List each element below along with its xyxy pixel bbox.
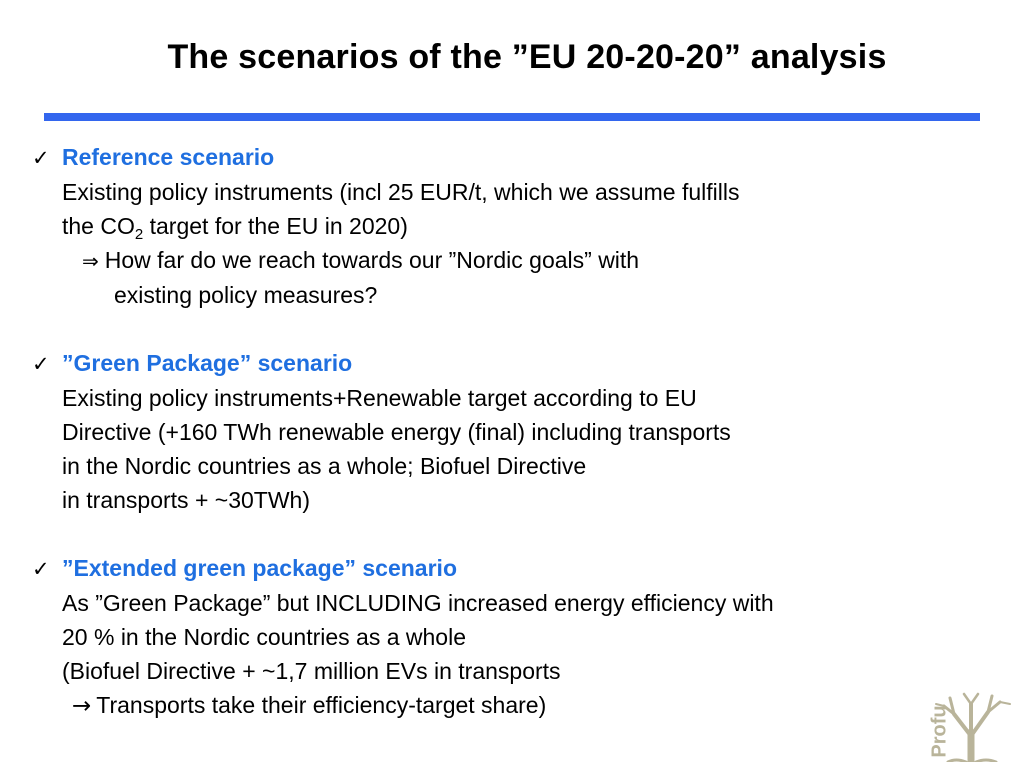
checkmark-icon: ✓ [32,146,50,170]
scenario-description-line: Existing policy instruments+Renewable target according to EU [62,385,697,411]
conclusion-line [32,688,992,723]
scenario-heading: Reference scenario [62,144,275,170]
scenario-description-line: (Biofuel Directive + ~1,7 million EVs in transports [62,658,561,684]
slide-content [32,140,992,723]
logo-text: Profu [928,705,951,758]
scenario-description-line: Directive (+160 TWh renewable energy (final) including transports [62,419,731,445]
text-fragment: target for the EU in 2020) [143,213,408,239]
scenario-extended-green-package [32,551,992,723]
implication-line [32,243,992,278]
scenario-description-line: in transports + ~30TWh) [62,487,310,513]
scenario-heading-row [32,346,992,381]
tree-icon [926,692,1016,762]
text-fragment: the CO [62,213,135,239]
scenario-description-line: in the Nordic countries as a whole; Biofuel Directive [62,453,587,479]
scenario-description-line [32,209,992,243]
scenario-description-line: As ”Green Package” but INCLUDING increased energy efficiency with [62,590,774,616]
scenario-heading-row [32,140,992,175]
scenario-description-line: Existing policy instruments (incl 25 EUR/t, which we assume fulfills [62,179,740,205]
scenario-heading-row [32,551,992,586]
right-arrow-icon: → [72,693,92,719]
subscript: 2 [134,226,144,243]
scenario-reference [32,140,992,312]
page-title: The scenarios of the ”EU 20-20-20” analysis [167,38,887,76]
conclusion-text: Transports take their efficiency-target share) [96,692,547,718]
scenario-description-line: 20 % in the Nordic countries as a whole [62,624,466,650]
checkmark-icon: ✓ [32,557,50,581]
implication-line-continued: existing policy measures? [114,282,378,308]
implies-icon: ⇒ [82,249,99,273]
scenario-heading: ”Extended green package” scenario [62,555,457,581]
implication-text: How far do we reach towards our ”Nordic goals” with [104,247,640,273]
scenario-green-package [32,346,992,517]
title-divider [44,113,980,121]
checkmark-icon: ✓ [32,352,50,376]
scenario-heading: ”Green Package” scenario [62,350,353,376]
